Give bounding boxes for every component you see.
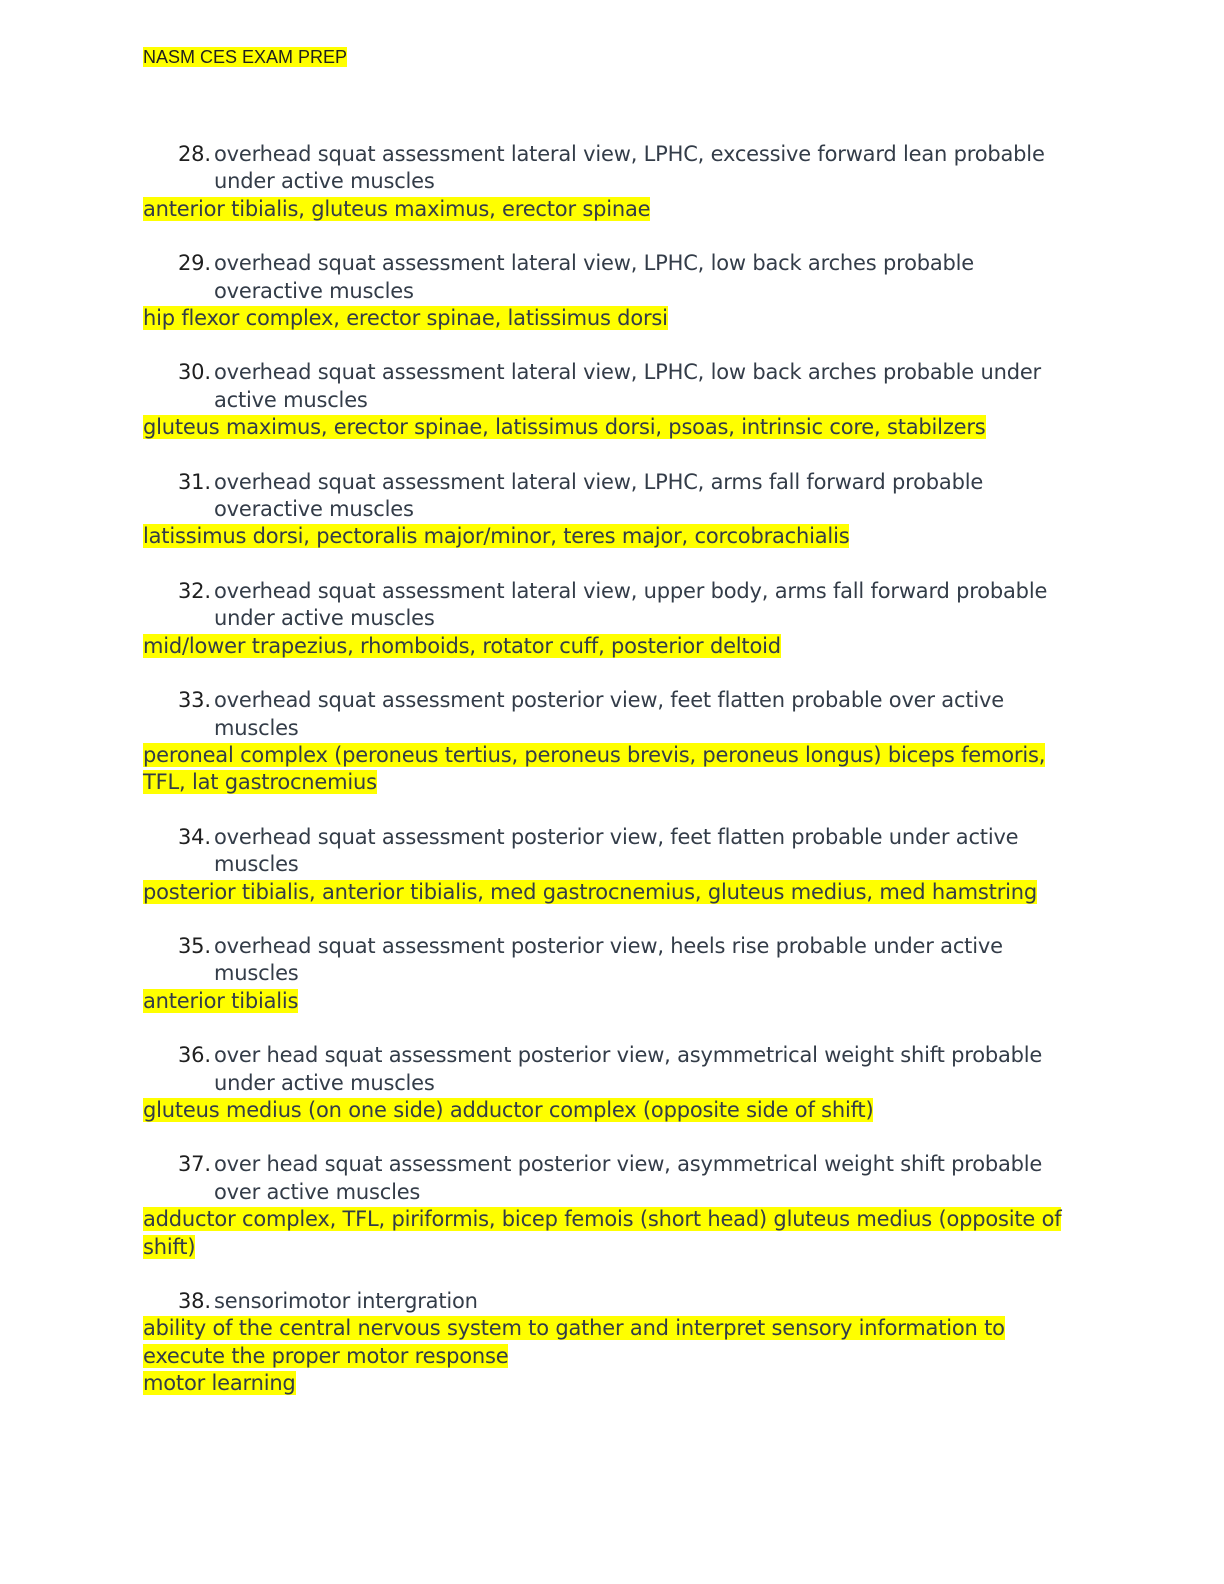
question-text-block	[143, 359, 1073, 414]
question-text: overhead squat assessment lateral view, LPHC, low back arches probable under active muscles	[214, 360, 1041, 412]
question-number: 38.	[178, 1289, 211, 1313]
answer-line	[143, 523, 1073, 550]
answer-text: peroneal complex (peroneus tertius, peroneus brevis, peroneus longus) biceps femoris, TFL, lat gastrocnemius	[143, 742, 1046, 795]
answer-text: motor learning	[143, 1371, 296, 1396]
question-item	[143, 469, 1073, 551]
question-item	[143, 687, 1073, 797]
answer-text: gluteus maximus, erector spinae, latissimus dorsi, psoas, intrinsic core, stabilzers	[143, 415, 986, 440]
question-number: 33.	[178, 688, 211, 713]
question-number: 34.	[178, 824, 211, 849]
answer-text: ability of the central nervous system to gather and interpret sensory information to execute the proper motor response	[143, 1316, 1005, 1368]
answer-text: adductor complex, TFL, piriformis, bicep femois (short head) gluteus medius (opposite of shift)	[143, 1207, 1062, 1259]
question-number: 30.	[178, 360, 211, 385]
answer-line	[143, 633, 1073, 660]
answer-text: posterior tibialis, anterior tibialis, med gastrocnemius, gluteus medius, med hamstring	[143, 879, 1038, 904]
question-number: 28.	[178, 142, 211, 166]
question-number: 32.	[178, 578, 211, 603]
answer-text: anterior tibialis	[143, 988, 299, 1013]
question-text-block	[143, 1042, 1073, 1097]
question-text-block	[143, 250, 1073, 305]
question-text: overhead squat assessment lateral view, LPHC, excessive forward lean probable under active muscles	[214, 142, 1045, 194]
question-number: 36.	[178, 1043, 211, 1068]
question-text: overhead squat assessment posterior view, feet flatten probable under active muscles	[214, 824, 1019, 877]
question-number: 35.	[178, 933, 211, 958]
question-text: overhead squat assessment posterior view, heels rise probable under active muscles	[214, 933, 1003, 986]
question-text-block	[143, 1288, 1073, 1315]
answer-text: gluteus medius (on one side) adductor complex (opposite side of shift)	[143, 1097, 874, 1122]
question-number: 29.	[178, 251, 211, 276]
question-text: over head squat assessment posterior view, asymmetrical weight shift probable over active muscles	[214, 1152, 1043, 1204]
answer-line	[143, 305, 1073, 332]
question-text: overhead squat assessment posterior view, feet flatten probable over active muscles	[214, 688, 1004, 740]
document-header	[143, 45, 347, 69]
question-item	[143, 1288, 1073, 1398]
question-text-block	[143, 141, 1073, 196]
answer-line	[143, 988, 1073, 1015]
document-title: NASM CES EXAM PREP	[143, 47, 348, 67]
answer-text: latissimus dorsi, pectoralis major/minor, teres major, corcobrachialis	[143, 524, 850, 549]
question-text: overhead squat assessment lateral view, LPHC, arms fall forward probable overactive muscles	[214, 469, 984, 522]
answer-text: mid/lower trapezius, rhomboids, rotator cuff, posterior deltoid	[143, 633, 781, 658]
answer-line	[143, 742, 1073, 797]
question-item	[143, 578, 1073, 660]
answer-line	[143, 1370, 1073, 1397]
question-text-block	[143, 578, 1073, 633]
question-number: 37.	[178, 1152, 211, 1177]
answer-line	[143, 1315, 1073, 1370]
answer-text: hip flexor complex, erector spinae, latissimus dorsi	[143, 306, 668, 331]
question-text-block	[143, 824, 1073, 879]
question-text: over head squat assessment posterior view, asymmetrical weight shift probable under active muscles	[214, 1043, 1043, 1095]
answer-text: anterior tibialis, gluteus maximus, erector spinae	[143, 196, 651, 221]
question-text-block	[143, 469, 1073, 524]
question-item	[143, 250, 1073, 332]
answer-line	[143, 414, 1073, 441]
answer-line	[143, 196, 1073, 223]
question-text: overhead squat assessment lateral view, upper body, arms fall forward probable under active muscles	[214, 578, 1048, 631]
answer-line	[143, 1097, 1073, 1124]
question-list	[143, 141, 1073, 1425]
question-text: sensorimotor intergration	[214, 1289, 478, 1313]
question-text-block	[143, 687, 1073, 742]
question-text-block	[143, 1151, 1073, 1206]
question-item	[143, 824, 1073, 906]
question-number: 31.	[178, 469, 211, 494]
question-item	[143, 1042, 1073, 1124]
answer-line	[143, 1206, 1073, 1261]
question-item	[143, 933, 1073, 1015]
question-item	[143, 359, 1073, 441]
answer-line	[143, 879, 1073, 906]
question-text: overhead squat assessment lateral view, LPHC, low back arches probable overactive muscles	[214, 251, 974, 303]
question-text-block	[143, 933, 1073, 988]
question-item	[143, 141, 1073, 223]
question-item	[143, 1151, 1073, 1261]
